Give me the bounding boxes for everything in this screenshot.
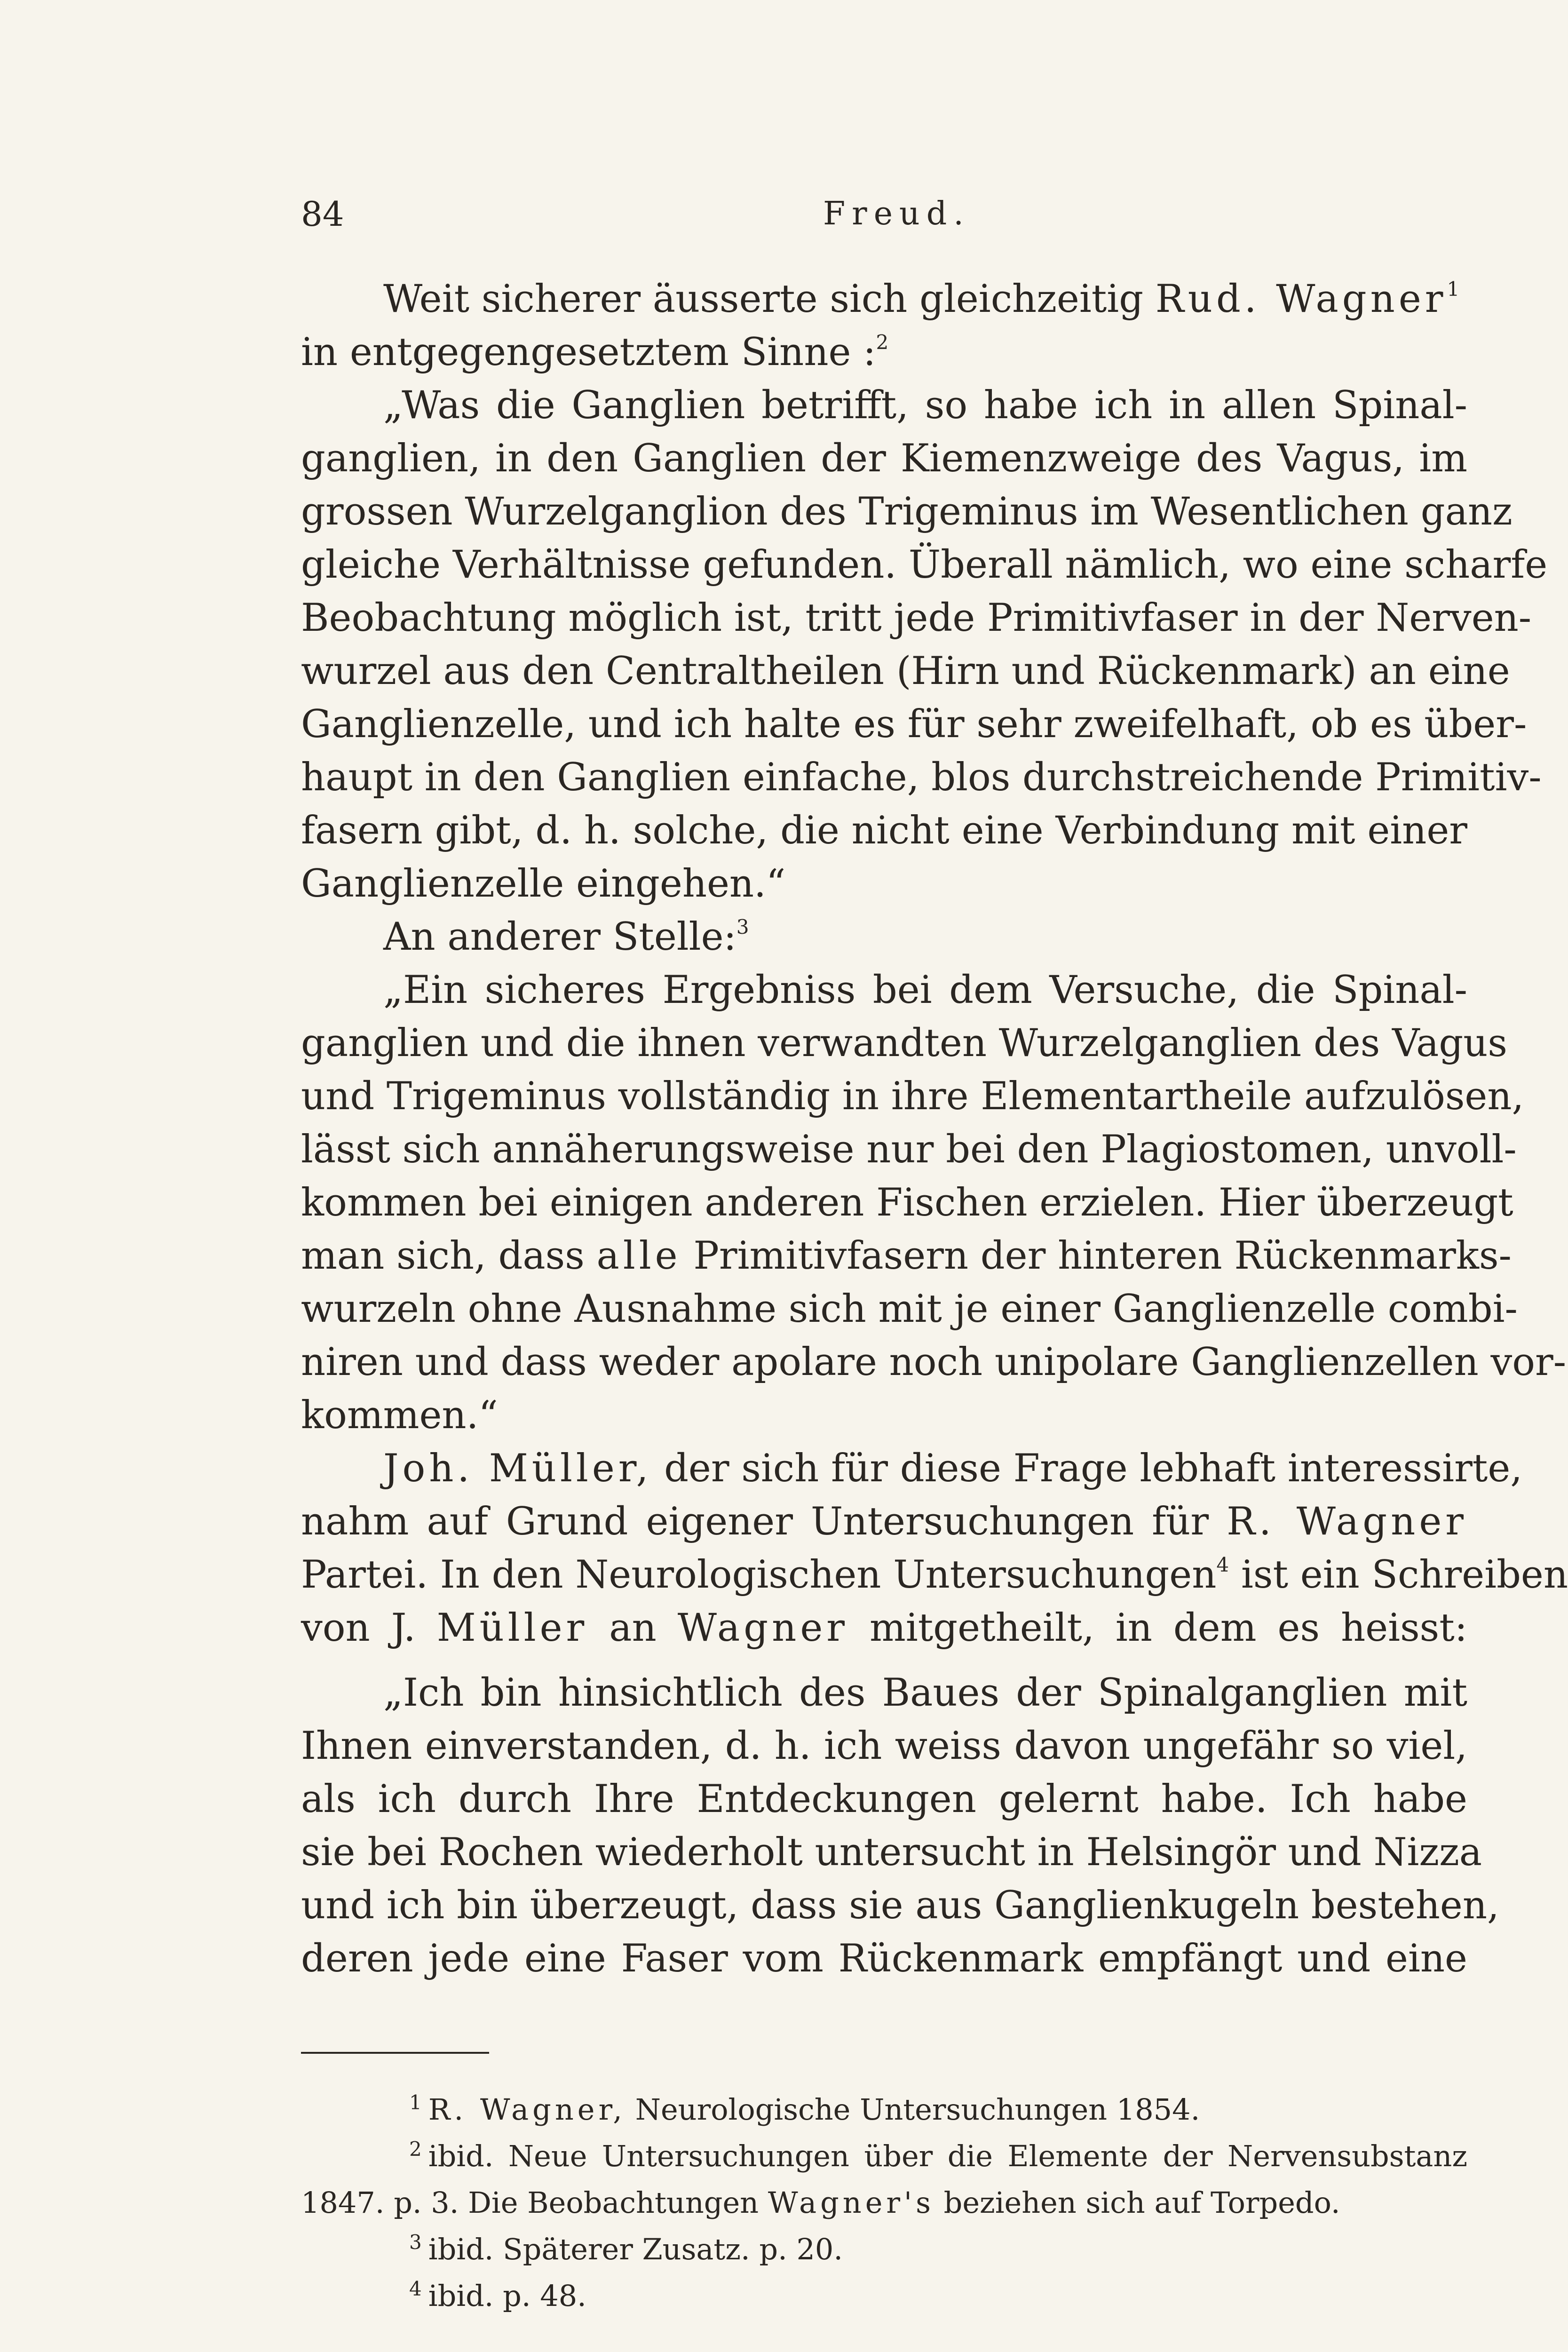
footnote-text: ibid. Neue Untersuchungen über die Elemente der Nervensubstanz xyxy=(428,2139,1467,2173)
page-header xyxy=(301,188,1467,240)
author-name: Müller xyxy=(436,1606,588,1650)
footnote-separator xyxy=(301,2052,489,2054)
text-line: wurzeln ohne Ausnahme sich mit je einer Ganglienzelle combi- xyxy=(301,1287,1518,1331)
footnote-marker: 3 xyxy=(409,2231,422,2254)
text-line: kommen bei einigen anderen Fischen erzielen. Hier überzeugt xyxy=(301,1181,1513,1225)
text-line: als ich durch Ihre Entdeckungen gelernt habe. Ich habe xyxy=(301,1777,1467,1821)
text-segment: An anderer Stelle: xyxy=(383,915,736,959)
text-line: „Was die Ganglien betrifft, so habe ich in allen Spinal- xyxy=(383,383,1467,428)
author-name: Wagner's xyxy=(768,2185,934,2220)
text-line: Ihnen einverstanden, d. h. ich weiss davon ungefähr so viel, xyxy=(301,1724,1467,1768)
page-number: 84 xyxy=(301,194,344,234)
footnote-text: 1847. p. 3. Die Beobachtungen xyxy=(301,2185,759,2220)
emphasized-word: alle xyxy=(596,1234,681,1278)
text-segment: von J. xyxy=(301,1606,416,1650)
text-line xyxy=(301,273,1467,326)
text-segment: in entgegengesetztem Sinne : xyxy=(301,330,876,374)
text-segment: Partei. In den Neurologischen Untersuchungen xyxy=(301,1553,1217,1597)
footnote-ref: 1 xyxy=(1447,277,1460,301)
text-line: haupt in den Ganglien einfache, blos durchstreichende Primitiv- xyxy=(301,755,1542,800)
main-text xyxy=(301,273,1568,1986)
text-line xyxy=(301,1230,1512,1283)
footnote-text: ibid. Späterer Zusatz. p. 20. xyxy=(428,2232,843,2266)
footnote-ref: 4 xyxy=(1216,1553,1229,1576)
footnote-text: Neurologische Untersuchungen 1854. xyxy=(635,2092,1200,2127)
footnote-4 xyxy=(301,2273,1467,2319)
text-line: wurzel aus den Centraltheilen (Hirn und Rückenmark) an eine xyxy=(301,649,1510,693)
author-name: Rud. Wagner xyxy=(1155,277,1447,321)
text-line xyxy=(301,1495,1467,1549)
text-line: fasern gibt, d. h. solche, die nicht eine Verbindung mit einer xyxy=(301,809,1467,853)
text-segment: Weit sicherer äusserte sich gleichzeitig xyxy=(383,277,1144,321)
text-line xyxy=(301,1602,1467,1655)
text-line: gleiche Verhältnisse gefunden. Überall nämlich, wo eine scharfe xyxy=(301,543,1548,587)
footnote-ref: 3 xyxy=(736,915,749,938)
text-line: niren und dass weder apolare noch unipolare Ganglienzellen vor- xyxy=(301,1340,1567,1384)
text-line xyxy=(301,326,1467,379)
footnote-3 xyxy=(301,2226,1467,2273)
text-segment: Primitivfasern der hinteren Rückenmarks- xyxy=(693,1234,1512,1278)
text-line: Beobachtung möglich ist, tritt jede Primitivfaser in der Nerven- xyxy=(301,596,1532,640)
text-segment: mitgetheilt, in dem es heisst: xyxy=(870,1606,1468,1650)
text-line xyxy=(301,1442,1523,1495)
text-line: und ich bin überzeugt, dass sie aus Ganglienkugeln bestehen, xyxy=(301,1883,1499,1928)
footnote-2-continued xyxy=(301,2179,1467,2226)
text-segment: der sich für diese Frage lebhaft interessirte, xyxy=(664,1446,1523,1491)
text-line: ganglien und die ihnen verwandten Wurzelganglien des Vagus xyxy=(301,1021,1507,1065)
running-head: Freud. xyxy=(823,195,970,232)
text-segment: ist ein Schreiben xyxy=(1241,1553,1568,1597)
text-line: deren jede eine Faser vom Rückenmark empfängt und eine xyxy=(301,1937,1467,1981)
text-line: „Ein sicheres Ergebniss bei dem Versuche, die Spinal- xyxy=(383,968,1467,1012)
author-name: Joh. Müller, xyxy=(383,1446,652,1491)
text-line xyxy=(301,911,1467,964)
text-line: kommen.“ xyxy=(301,1393,498,1438)
author-name: R. Wagner, xyxy=(428,2092,626,2127)
text-segment: an xyxy=(609,1606,657,1650)
footnote-marker: 4 xyxy=(409,2277,422,2301)
footnote-text: beziehen sich auf Torpedo. xyxy=(943,2185,1340,2220)
text-line: und Trigeminus vollständig in ihre Elementartheile aufzulösen, xyxy=(301,1074,1524,1119)
text-segment: nahm auf Grund eigener Untersuchungen für xyxy=(301,1500,1209,1544)
text-line: Ganglienzelle eingehen.“ xyxy=(301,862,786,906)
footnote-ref: 2 xyxy=(876,330,889,354)
footnote-text: ibid. p. 48. xyxy=(428,2279,586,2313)
text-line: ganglien, in den Ganglien der Kiemenzweige des Vagus, im xyxy=(301,437,1467,481)
text-line: sie bei Rochen wiederholt untersucht in Helsingör und Nizza xyxy=(301,1830,1482,1875)
author-name: R. Wagner xyxy=(1227,1500,1467,1544)
text-line xyxy=(301,1549,1568,1602)
text-segment: man sich, dass xyxy=(301,1234,585,1278)
text-line: „Ich bin hinsichtlich des Baues der Spinalganglien mit xyxy=(383,1671,1467,1715)
text-line: lässt sich annäherungsweise nur bei den Plagiostomen, unvoll- xyxy=(301,1128,1517,1172)
author-name: Wagner xyxy=(677,1606,848,1650)
footnote-2 xyxy=(301,2133,1467,2179)
footnote-marker: 1 xyxy=(409,2091,422,2114)
text-line: Ganglienzelle, und ich halte es für sehr zweifelhaft, ob es über- xyxy=(301,702,1527,747)
text-line: grossen Wurzelganglion des Trigeminus im Wesentlichen ganz xyxy=(301,490,1513,534)
footnotes xyxy=(301,2086,1467,2319)
footnote-marker: 2 xyxy=(409,2137,422,2161)
footnote-1 xyxy=(301,2086,1467,2133)
